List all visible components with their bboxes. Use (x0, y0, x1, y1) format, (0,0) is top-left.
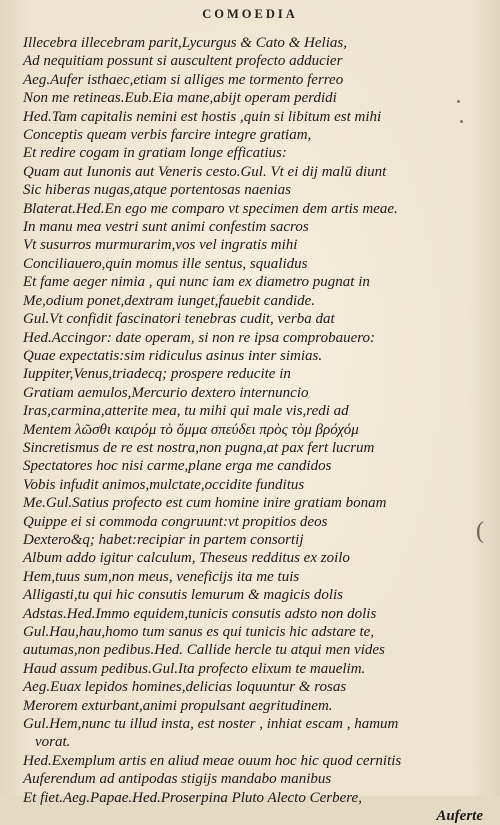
text-line: Iuppiter,Venus,triadecq; prospere reducite in (23, 366, 291, 383)
text-line: Sincretismus de re est nostra,non pugna,at pax fert lucrum (23, 439, 375, 456)
text-line: Auferendum ad antipodas stigijs mandabo manibus (23, 771, 332, 788)
text-line: Spectatores hoc nisi carme,plane erga me candidos (23, 458, 332, 475)
text-line: Et redire cogam in gratiam longe efficatius: (23, 145, 287, 162)
text-line: Alligasti,tu qui hic consutis lemurum & magicis dolis (23, 587, 343, 604)
text-line: Hem,tuus sum,non meus, veneficijs ita me tuis (23, 568, 300, 585)
text-line: Me.Gul.Satius profecto est cum homine inire gratiam bonam (23, 495, 387, 512)
text-line: Vt susurros murmurarim,vos vel ingratis mihi (23, 237, 298, 254)
text-line: Merorem exturbant,animi propulsant aegritudinem. (23, 697, 333, 714)
text-line: Hed.Exemplum artis en aliud meae ouum hoc hic quod cernitis (23, 752, 402, 769)
margin-bracket-mark: ( (476, 518, 484, 544)
text-line-continuation: vorat. (35, 734, 71, 751)
text-line: Sic hiberas nugas,atque portentosas naenias (23, 182, 291, 199)
text-line: Adstas.Hed.Immo equidem,tunicis consutis adsto non dolis (23, 605, 377, 622)
ink-speck (457, 100, 460, 103)
text-line: Vobis infudit animos,mulctate,occidite funditus (23, 476, 305, 493)
text-line: Album addo igitur calculum, Theseus redditus ex zoilo (23, 550, 350, 567)
text-line: Gul.Hau,hau,homo tum sanus es qui tunicis hic adstare te, (23, 624, 375, 640)
text-line: Hed.Accingor: date operam, si non re ipsa comprobauero: (23, 329, 376, 346)
text-line: Dextero&q; habet:recipiar in partem consortij (23, 531, 304, 548)
text-line: Hed.Tam capitalis nemini est hostis ,quin si libitum est mihi (23, 108, 382, 125)
text-line: Gul.Hem,nunc tu illud insta, est noster , inhiat escam , hamum (23, 716, 399, 733)
text-line: autumas,non pedibus.Hed. Callide hercle tu atqui men vides (23, 642, 385, 659)
text-line: Gratiam aemulos,Mercurio dextero internuncio (23, 384, 309, 401)
text-line: Quam aut Iunonis aut Veneris cesto.Gul. Vt ei dij malū diunt (23, 163, 387, 180)
text-line: Haud assum pedibus.Gul.Ita profecto elixum te mauelim. (23, 660, 366, 677)
text-line: Ad nequitiam possunt si auscultent profecto adducier (23, 53, 343, 70)
text-line: Me,odium ponet,dextram iunget,fauebit candide. (23, 292, 316, 309)
text-line: Iras,carmina,atterite mea, tu mihi qui male vis,redi ad (23, 403, 349, 420)
text-line: Non me retineas.Eub.Eia mane,abijt operam perdidi (23, 90, 337, 107)
running-head: COMOEDIA (202, 7, 298, 21)
verse-text-block (23, 34, 483, 825)
text-line: Illecebra illecebram parit,Lycurgus & Cato & Helias, (23, 35, 347, 51)
text-line: Aeg.Euax lepidos homines,delicias loquuntur & rosas (23, 679, 347, 696)
text-line: Conciliauero,quin momus ille sentus, squalidus (23, 255, 308, 272)
text-line: Conceptis queam verbis farcire integre gratiam, (23, 127, 312, 144)
text-line: Quippe ei si commoda congruunt:vt propitios deos (23, 513, 328, 530)
text-line: Gul.Vt confidit fascinatori tenebras cudit, verba dat (23, 311, 335, 328)
text-line: Quae expectatis:sim ridiculus asinus inter simias. (23, 347, 323, 364)
text-line: Blaterat.Hed.En ego me comparo vt specimen dem artis meae. (23, 200, 398, 217)
text-line: In manu mea vestri sunt animi confestim sacros (23, 219, 309, 236)
text-line: Aeg.Aufer isthaec,etiam si alliges me tormento ferreo (23, 71, 344, 88)
text-line: Et fame aeger nimia , qui nunc iam ex diametro pugnat in (23, 274, 370, 291)
ink-speck (460, 120, 463, 123)
greek-text-line: Mentem λῶσθι καιρόμ τὸ ὄμμα σπεύδει πρὸς τὸμ βρόχόμ (23, 421, 359, 438)
text-line: Et fiet.Aeg.Papae.Hed.Proserpina Pluto Alecto Cerbere, (23, 789, 362, 806)
catchword: Auferte (436, 808, 483, 825)
